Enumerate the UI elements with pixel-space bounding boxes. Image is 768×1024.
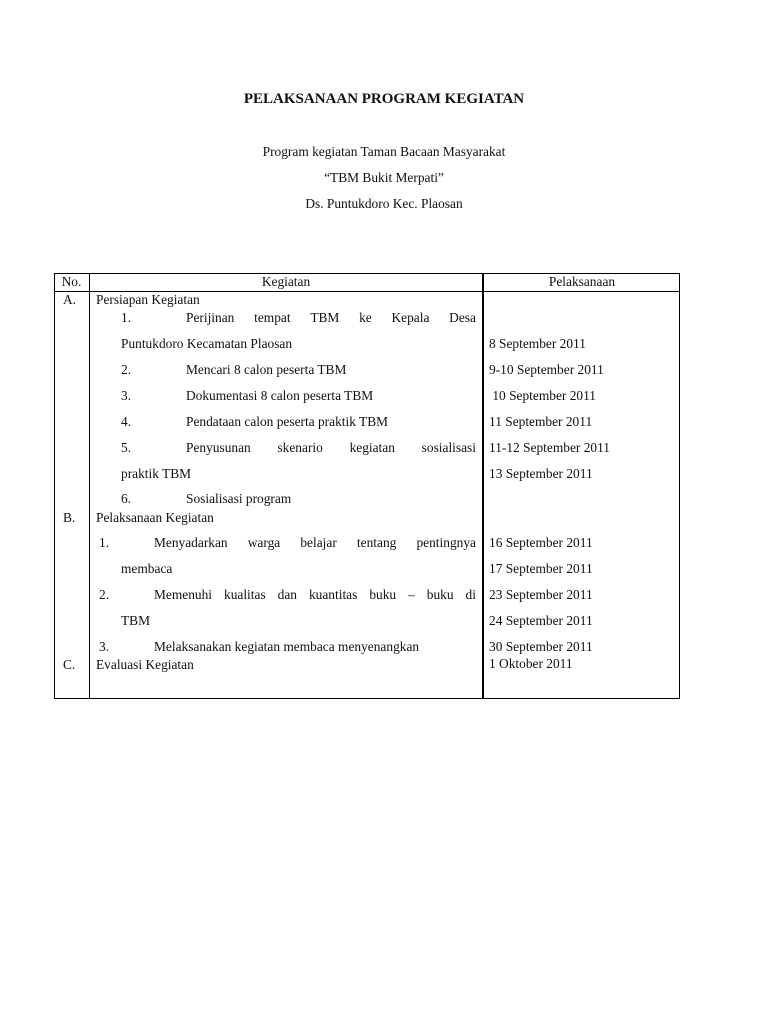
list-item-text: Pendataan calon peserta praktik TBM bbox=[186, 414, 389, 429]
list-item-number: 1. bbox=[121, 310, 132, 325]
date-cell: 17 September 2011 bbox=[489, 561, 593, 576]
section-a-number: A. bbox=[63, 292, 77, 307]
list-item-number: 2. bbox=[121, 362, 132, 377]
date-cell: 24 September 2011 bbox=[489, 613, 593, 628]
date-cell: 9-10 September 2011 bbox=[489, 362, 604, 377]
date-cell: 1 Oktober 2011 bbox=[489, 656, 573, 671]
list-item-text-cont: membaca bbox=[121, 561, 173, 576]
list-item-text: Sosialisasi program bbox=[186, 491, 292, 506]
list-item-text-cont: TBM bbox=[121, 613, 151, 628]
table-border-right bbox=[679, 273, 680, 699]
section-a-label: Persiapan Kegiatan bbox=[96, 292, 200, 307]
column-divider-kegiatan bbox=[482, 273, 484, 699]
table-border-bottom bbox=[54, 698, 680, 699]
list-item-number: 5. bbox=[121, 440, 132, 455]
section-b-number: B. bbox=[63, 510, 76, 525]
section-b-label: Pelaksanaan Kegiatan bbox=[96, 510, 214, 525]
section-c-label: Evaluasi Kegiatan bbox=[96, 657, 194, 672]
list-item-text: Menyadarkan warga belajar tentang pentingnya bbox=[154, 535, 476, 550]
list-item-text: Mencari 8 calon peserta TBM bbox=[186, 362, 347, 377]
activity-table bbox=[54, 273, 680, 699]
subtitle-line-3: Ds. Puntukdoro Kec. Plaosan bbox=[305, 196, 463, 211]
list-item-text-cont: Puntukdoro Kecamatan Plaosan bbox=[121, 336, 293, 351]
list-item-text-cont: praktik TBM bbox=[121, 466, 192, 481]
list-item-number: 1. bbox=[99, 535, 110, 550]
subtitle-line-1: Program kegiatan Taman Bacaan Masyarakat bbox=[262, 144, 506, 159]
list-item-text: Penyusunan skenario kegiatan sosialisasi bbox=[186, 440, 476, 455]
date-cell: 13 September 2011 bbox=[489, 466, 593, 481]
list-item-number: 3. bbox=[121, 388, 132, 403]
header-no: No. bbox=[61, 274, 82, 289]
date-cell: 11-12 September 2011 bbox=[489, 440, 610, 455]
list-item-text: Memenuhi kualitas dan kuantitas buku – buku di bbox=[154, 587, 476, 602]
document-title: PELAKSANAAN PROGRAM KEGIATAN bbox=[243, 91, 525, 107]
list-item-text: Melaksanakan kegiatan membaca menyenangkan bbox=[154, 639, 420, 654]
section-c-number: C. bbox=[63, 657, 76, 672]
subtitle-line-2: “TBM Bukit Merpati” bbox=[324, 170, 444, 185]
date-cell: 10 September 2011 bbox=[489, 388, 596, 403]
list-item-number: 3. bbox=[99, 639, 110, 654]
header-kegiatan: Kegiatan bbox=[261, 274, 311, 289]
date-cell: 30 September 2011 bbox=[489, 639, 593, 654]
list-item-number: 4. bbox=[121, 414, 132, 429]
list-item-text: Dokumentasi 8 calon peserta TBM bbox=[186, 388, 374, 403]
table-border-left bbox=[54, 273, 55, 699]
list-item-number: 2. bbox=[99, 587, 110, 602]
column-divider-no bbox=[89, 273, 90, 699]
header-pelaksanaan: Pelaksanaan bbox=[548, 274, 616, 289]
date-cell: 23 September 2011 bbox=[489, 587, 593, 602]
list-item-text: Perijinan tempat TBM ke Kepala Desa bbox=[186, 310, 476, 325]
date-cell: 11 September 2011 bbox=[489, 414, 593, 429]
date-cell: 8 September 2011 bbox=[489, 336, 586, 351]
list-item-number: 6. bbox=[121, 491, 132, 506]
date-cell: 16 September 2011 bbox=[489, 535, 593, 550]
